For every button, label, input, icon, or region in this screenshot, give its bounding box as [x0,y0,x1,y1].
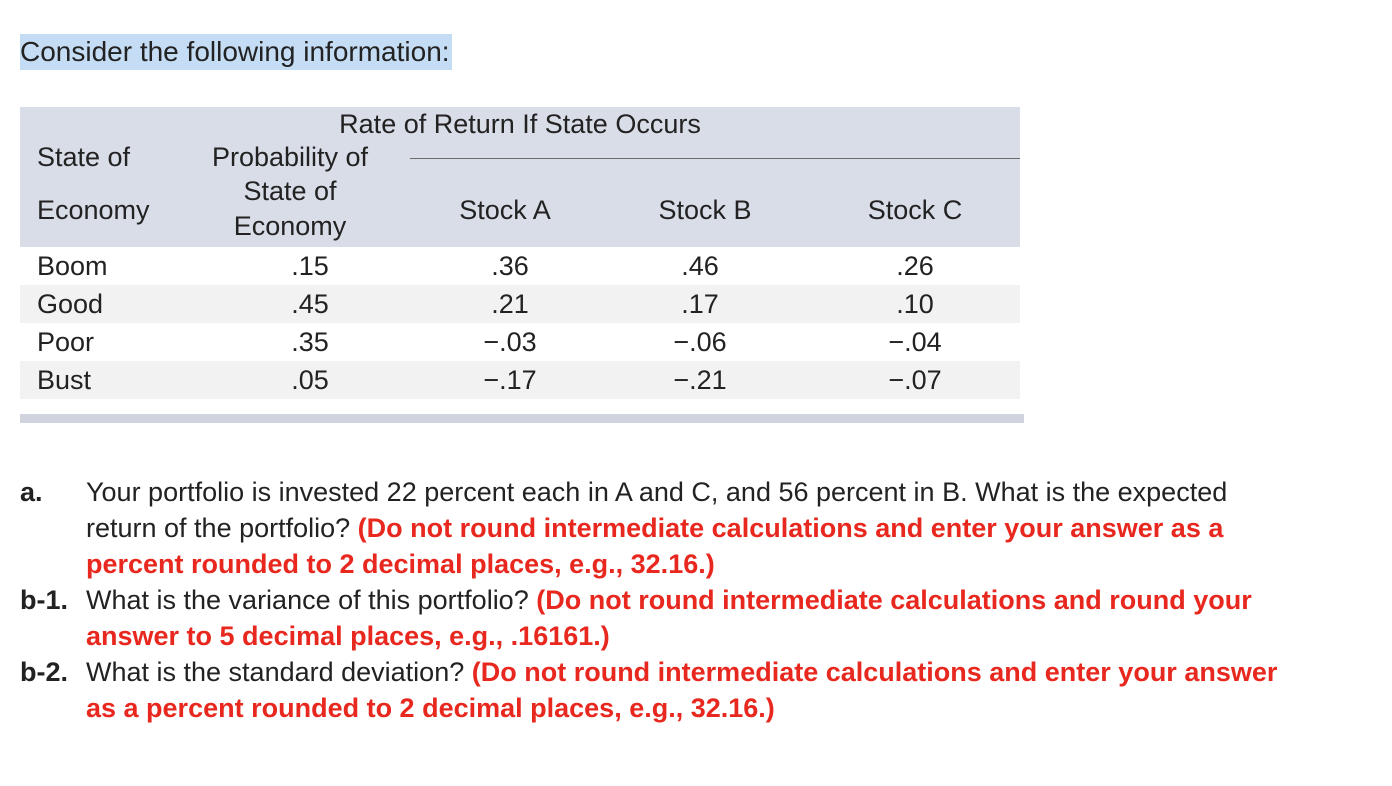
question-b1 [20,582,1280,654]
prob-cell: .45 [291,289,329,319]
stock-c-cell: −.07 [888,365,942,395]
table-row [20,361,1020,399]
state-cell: Good [37,289,104,319]
table-row [20,247,1020,285]
table-row [20,323,1020,361]
stock-a-cell: −.03 [483,327,537,357]
question-body [86,654,1280,726]
question-body [86,582,1280,654]
stock-b-cell: −.21 [673,365,727,395]
state-cell: Boom [37,251,108,281]
stock-a-cell: .36 [491,251,529,281]
stock-a-header: Stock A [459,195,551,225]
prob-header-line3: Economy [233,211,347,241]
question-text: What is the standard deviation? [86,657,472,687]
stock-b-cell: .46 [681,251,719,281]
stock-b-cell: −.06 [673,327,727,357]
intro-text: Consider the following information: [20,34,452,70]
stock-a-cell: −.17 [483,365,537,395]
state-header-line2: Economy [37,195,150,225]
question-text: What is the variance of this portfolio? [86,585,537,615]
question-list [20,474,1280,726]
prob-cell: .35 [291,327,329,357]
prob-header-line1: Probability of [211,142,369,172]
returns-table [20,107,1020,399]
stock-c-cell: .26 [896,251,934,281]
table-footer-bar [20,414,1024,423]
question-instruction: (Do not round intermediate calculations and enter your answer as a percent rounded to 2 decimal places, e.g., 32.16.) [86,657,1278,723]
question-body [86,474,1280,582]
stock-b-cell: .17 [681,289,719,319]
stock-c-cell: −.04 [888,327,942,357]
prob-header-line2: State of [243,176,337,206]
prob-cell: .05 [291,365,329,395]
header-divider [410,158,1020,159]
stock-b-header: Stock B [658,195,752,225]
table-row [20,285,1020,323]
table-header [20,107,1020,247]
group-header: Rate of Return If State Occurs [339,109,701,139]
state-header-line1: State of [37,142,131,172]
state-cell: Bust [37,365,92,395]
question-text: Your portfolio is invested 22 percent each in A and C, and 56 percent in B. What is the expected return of the portfolio? [86,477,1228,543]
stock-c-header: Stock C [867,195,963,225]
state-cell: Poor [37,327,95,357]
question-instruction: (Do not round intermediate calculations and enter your answer as a percent rounded to 2 decimal places, e.g., 32.16.) [86,513,1224,579]
question-b2 [20,654,1280,726]
question-label: b-1. [20,585,69,615]
question-instruction: (Do not round intermediate calculations and round your answer to 5 decimal places, e.g., .16161.) [86,585,1252,651]
prob-cell: .15 [291,251,329,281]
question-label: b-2. [20,657,69,687]
stock-c-cell: .10 [896,289,934,319]
question-a [20,474,1280,582]
question-label: a. [20,477,43,507]
stock-a-cell: .21 [491,289,529,319]
